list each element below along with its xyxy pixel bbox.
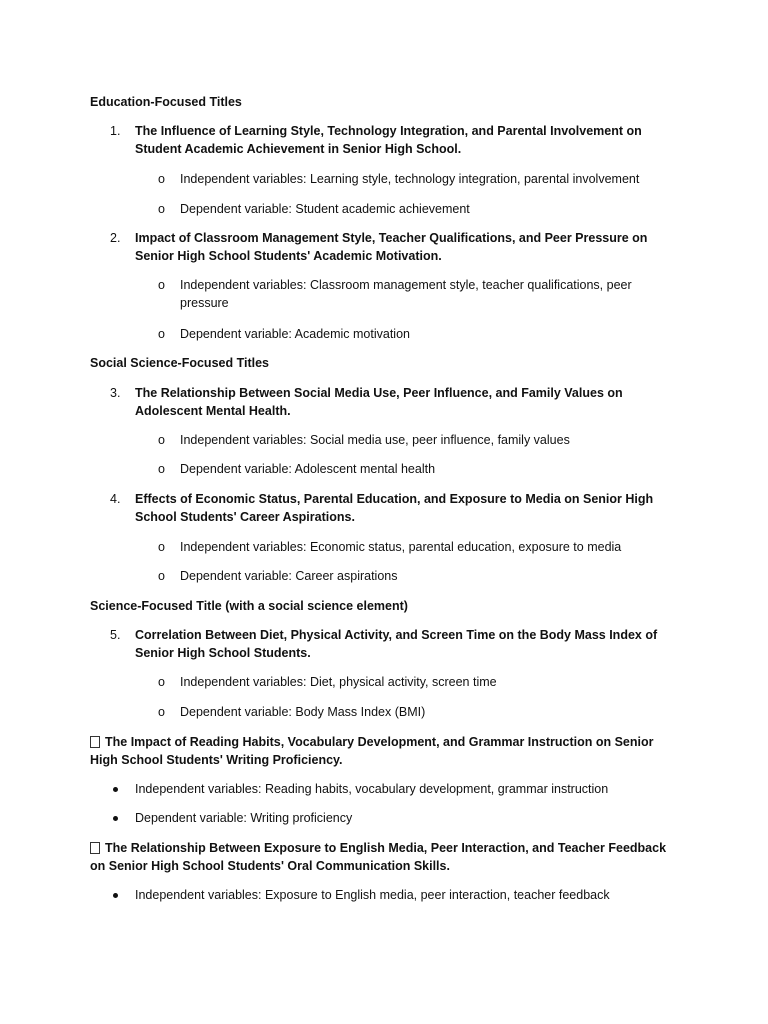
- sub-item-text: Independent variables: Economic status, parental education, exposure to media: [180, 540, 622, 554]
- sub-item-text: Dependent variable: Body Mass Index (BMI): [180, 705, 426, 719]
- extra-title-2: [90, 839, 680, 875]
- sub-item-text: Independent variables: Social media use, peer influence, family values: [180, 433, 570, 447]
- extra-title-text: The Impact of Reading Habits, Vocabulary Development, and Grammar Instruction on Senior High School Students' Writing Proficiency.: [90, 735, 654, 767]
- item-number: 3.: [110, 386, 121, 400]
- item-number: 4.: [110, 492, 121, 506]
- bullet-dot-icon: [113, 893, 118, 898]
- sub-item-text: Dependent variable: Student academic achievement: [180, 202, 470, 216]
- section-heading-education: Education-Focused Titles: [90, 95, 242, 109]
- sub-item-text: Dependent variable: Academic motivation: [180, 327, 410, 341]
- bullet-item-text: Independent variables: Exposure to English media, peer interaction, teacher feedback: [135, 888, 610, 902]
- circle-bullet-icon: o: [158, 278, 165, 292]
- circle-bullet-icon: o: [158, 569, 165, 583]
- item-title: Impact of Classroom Management Style, Teacher Qualifications, and Peer Pressure on Senior High School Students' Academic Motivation.: [135, 231, 648, 263]
- sub-item-text: Independent variables: Diet, physical activity, screen time: [180, 675, 497, 689]
- sub-item-text: Dependent variable: Career aspirations: [180, 569, 398, 583]
- circle-bullet-icon: o: [158, 540, 165, 554]
- sub-item-text: Independent variables: Classroom management style, teacher qualifications, peer pressure: [180, 278, 632, 310]
- bullet-dot-icon: [113, 787, 118, 792]
- extra-title-text: The Relationship Between Exposure to English Media, Peer Interaction, and Teacher Feedback on Senior High School Students' Oral Communication Skills.: [90, 841, 667, 873]
- missing-glyph-icon: [90, 842, 100, 854]
- circle-bullet-icon: o: [158, 172, 165, 186]
- section-heading-science: Science-Focused Title (with a social science element): [90, 599, 408, 613]
- item-number: 5.: [110, 628, 121, 642]
- bullet-item-text: Independent variables: Reading habits, vocabulary development, grammar instruction: [135, 782, 609, 796]
- extra-title-1: [90, 733, 680, 769]
- circle-bullet-icon: o: [158, 705, 165, 719]
- section-heading-social-science: Social Science-Focused Titles: [90, 356, 270, 370]
- bullet-item-text: Dependent variable: Writing proficiency: [135, 811, 353, 825]
- circle-bullet-icon: o: [158, 462, 165, 476]
- bullet-dot-icon: [113, 816, 118, 821]
- circle-bullet-icon: o: [158, 327, 165, 341]
- item-title: The Relationship Between Social Media Use, Peer Influence, and Family Values on Adolescent Mental Health.: [135, 386, 623, 418]
- circle-bullet-icon: o: [158, 202, 165, 216]
- item-number: 2.: [110, 231, 121, 245]
- sub-item-text: Independent variables: Learning style, technology integration, parental involvement: [180, 172, 640, 186]
- missing-glyph-icon: [90, 736, 100, 748]
- item-title: The Influence of Learning Style, Technology Integration, and Parental Involvement on Student Academic Achievement in Senior High School.: [135, 124, 642, 156]
- item-number: 1.: [110, 124, 121, 138]
- circle-bullet-icon: o: [158, 433, 165, 447]
- circle-bullet-icon: o: [158, 675, 165, 689]
- item-title: Effects of Economic Status, Parental Education, and Exposure to Media on Senior High School Students' Career Aspirations.: [135, 492, 654, 524]
- sub-item-text: Dependent variable: Adolescent mental health: [180, 462, 436, 476]
- item-title: Correlation Between Diet, Physical Activity, and Screen Time on the Body Mass Index of Senior High School Students.: [135, 628, 658, 660]
